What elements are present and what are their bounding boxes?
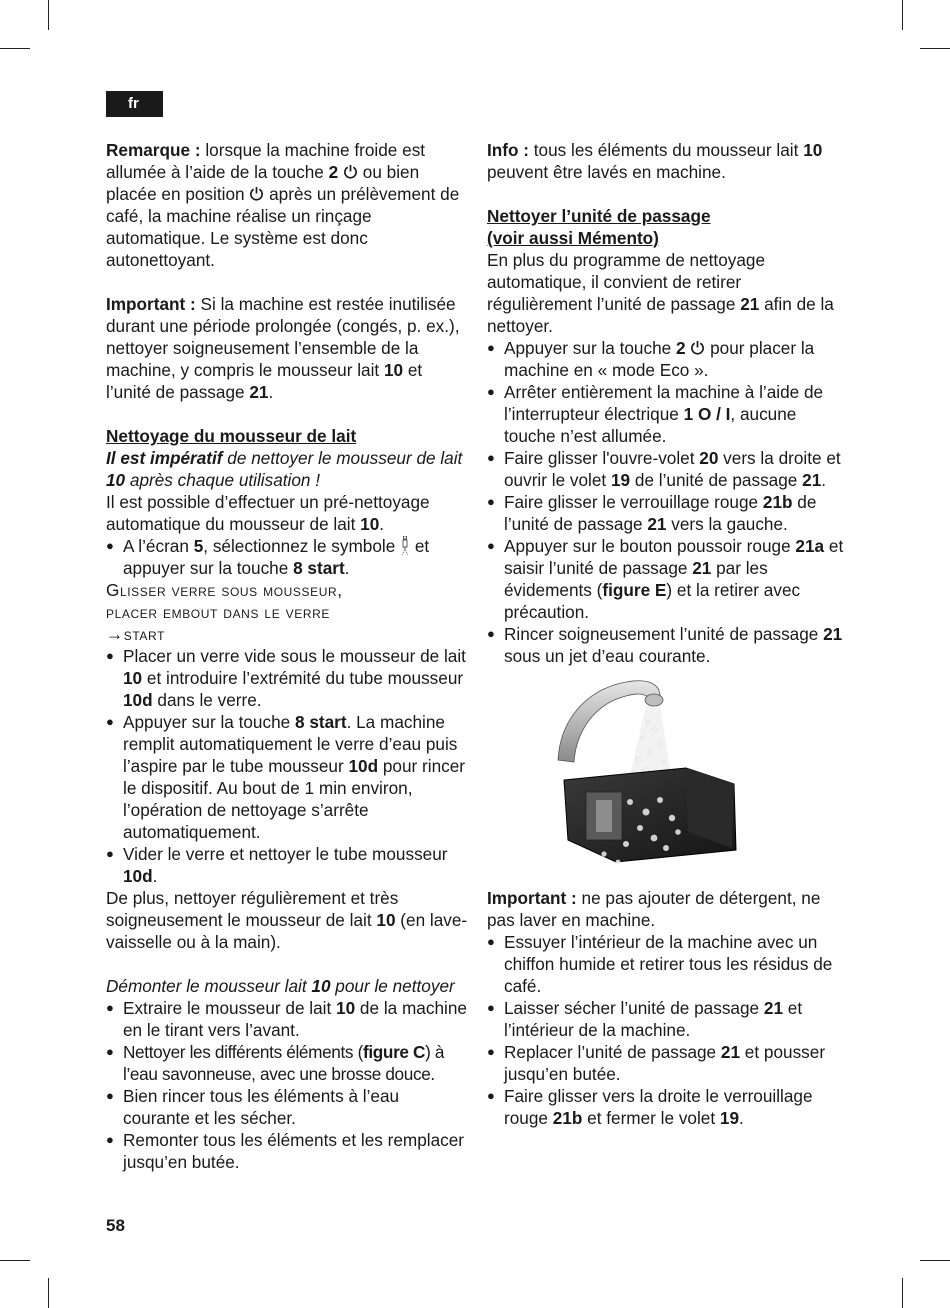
list-item [487,1041,847,1085]
list-item [106,1041,468,1085]
power-icon [249,186,264,201]
text: De plus, nettoyer régulièrement et très soigneusement le mousseur de lait [106,888,399,930]
text: Replacer l’unité de passage [504,1042,721,1062]
important-paragraph [106,293,468,403]
text: après chaque utilisation ! [125,470,321,490]
list-item [487,447,847,491]
paragraph [106,887,468,953]
text: et l’intérieur de la machine. [504,998,803,1040]
ref-number: 21 [692,558,712,578]
text: pour rincer le dispositif. Au bout de 1 min environ, l’opération de nettoyage s’arrête automatiquement. [123,756,466,842]
list-item [106,645,468,711]
text: et fermer le volet [582,1108,720,1128]
text: ) et la retirer avec précaution. [504,580,801,622]
text: de la machine en le tirant vers l’avant. [123,998,467,1040]
text: Si la machine est restée inutilisée durant une période prolongée (congés, p. ex.), nettoyer soigneusement l’ensemble de la machine, y compris le mousseur lait [106,294,460,380]
text: afin de la nettoyer. [487,294,834,336]
ref-number: 20 [699,448,719,468]
brewing-unit-rinse-illustration [556,672,746,870]
key-number: 2 [328,162,339,182]
text: ne pas ajouter de détergent, ne pas laver en machine. [487,888,821,930]
text: Démonter le mousseur lait [106,976,312,996]
text: ou bien placée en position [106,162,420,204]
crop-mark [48,0,49,30]
text: A l’écran [123,536,194,556]
text: et appuyer sur la touche [123,536,430,578]
section-heading: (voir aussi Mémento) [487,228,659,248]
remarque-paragraph [106,139,468,271]
text: . La machine remplit automatiquement le verre d’eau puis l’aspire par le tube mousseur [123,712,458,776]
text: Vider le verre et nettoyer le tube mousseur [123,844,448,864]
ref-number: 10 [360,514,380,534]
text: pour le nettoyer [330,976,455,996]
list-item [106,535,468,579]
ref-number: 21 [802,470,822,490]
text: Rincer soigneusement l’unité de passage [504,624,824,644]
section-heading: Nettoyage du mousseur de lait [106,426,357,446]
text: Appuyer sur le bouton poussoir rouge [504,536,796,556]
important-paragraph [487,887,847,931]
text: Extraire le mousseur de lait [123,998,337,1018]
text: par les évidements ( [504,558,768,600]
ref-number: 10 [383,360,404,380]
ref-number: 21 [740,294,760,314]
crop-mark [920,48,950,49]
text: Appuyer sur la touche [123,712,295,732]
list-item [487,491,847,535]
warning-text [106,447,468,491]
display-message: Glisser verre sous mousseur, [106,580,343,600]
text: . [379,514,385,534]
text: Arrêter entièrement la machine à l’aide de l’interrupteur électrique [504,382,824,424]
text: . [739,1108,744,1128]
text: et pousser jusqu’en butée. [504,1042,826,1084]
ref-number: 10 [376,910,396,930]
text: dans le verre. [152,690,262,710]
list-item [487,535,847,623]
right-column [487,139,847,667]
list-item [487,997,847,1041]
key-label: 8 start [293,558,345,578]
ref-number: 10d [123,690,153,710]
page-number: 58 [106,1216,125,1235]
text: Faire glisser vers la droite le verrouillage rouge [504,1086,813,1128]
text: . [268,382,274,402]
ref-number: 10 [336,998,356,1018]
milk-frother-icon [400,536,410,556]
text: Il est possible d’effectuer un pré-nettoyage automatique du mousseur de lait [106,492,430,534]
paragraph [106,491,468,535]
ref-number: 10d [348,756,379,776]
ref-number: 19 [719,1108,740,1128]
important-label: Important : [106,294,196,314]
text: pour placer la machine en « mode Eco ». [504,338,815,380]
section-heading: Nettoyer l’unité de passage [487,206,711,226]
key-label: 8 start [294,712,347,732]
crop-mark [0,48,30,49]
text: tous les éléments du mousseur lait [529,140,804,160]
list-item [487,381,847,447]
text: Faire glisser le verrouillage rouge [504,492,763,512]
text: et saisir l’unité de passage [504,536,844,578]
text: ) à l’eau savonneuse, avec une brosse douce. [123,1042,445,1084]
text: et l’unité de passage [106,360,423,402]
key-number: 2 [675,338,686,358]
text: vers la droite et ouvrir le volet [504,448,841,490]
ref-number: 21 [823,624,843,644]
ref-number: 21b [552,1108,583,1128]
text: de nettoyer le mousseur de lait [222,448,463,468]
ref-number: 21a [795,536,825,556]
text: et introduire l’extrémité du tube mousseur [142,668,464,688]
text: Faire glisser l'ouvre-volet [504,448,700,468]
text: Nettoyer les différents éléments ( [123,1042,363,1062]
ref-number: 10 [123,668,143,688]
text: Appuyer sur la touche [504,338,676,358]
ref-number: 21b [762,492,793,512]
list-item [106,843,468,887]
list-item: ● Remonter tous les éléments et les remplacer jusqu’en butée. [106,1129,468,1173]
list-item: ● Essuyer l’intérieur de la machine avec un chiffon humide et retirer tous les résidus de café. [487,931,847,997]
list-item: ● Bien rincer tous les éléments à l’eau courante et les sécher. [106,1085,468,1129]
list-item [487,623,847,667]
text: de l’unité de passage [630,470,803,490]
text: vers la gauche. [666,514,788,534]
ref-number: 21 [763,998,784,1018]
text: (en lave-vaisselle ou à la main). [106,910,468,952]
list-item [106,997,468,1041]
info-label: Info : [487,140,529,160]
figure-ref: figure C [362,1042,426,1062]
list-item [487,1085,847,1129]
subsection-heading [106,975,468,997]
ref-number: 5 [193,536,204,556]
crop-mark [902,1278,903,1308]
text: . [344,558,350,578]
text: En plus du programme de nettoyage automatique, il convient de retirer régulièrement l’unité de passage [487,250,766,314]
warning-emphasis: Il est impératif [106,448,223,468]
ref-number: 21 [249,382,269,402]
info-paragraph [487,139,847,183]
crop-mark [48,1278,49,1308]
right-column-lower [487,887,847,1129]
ref-number: 21 [720,1042,741,1062]
ref-number: 10 [106,470,126,490]
text: de l’unité de passage [504,492,817,534]
text: . [152,866,158,886]
text: Placer un verre vide sous le mousseur de lait [123,646,466,666]
text: après un prélèvement de café, la machine réalise un rinçage automatique. Le système est donc autonettoyant. [106,184,460,270]
text: sous un jet d’eau courante. [504,646,711,666]
ref-number: 10d [123,866,153,886]
ref-number: 19 [611,470,631,490]
ref-number: 10 [311,976,331,996]
crop-mark [0,1260,30,1261]
ref-number: 10 [803,140,823,160]
text: peuvent être lavés en machine. [487,162,726,182]
crop-mark [902,0,903,30]
text: lorsque la machine froide est allumée à l’aide de la touche [106,140,426,182]
list-item [106,711,468,843]
remarque-label: Remarque : [106,140,201,160]
power-icon [690,340,705,355]
display-message: placer embout dans le verre [106,602,331,622]
switch-label: 1 O / I [683,404,731,424]
display-message: →start [106,624,166,644]
language-tab: fr [106,91,163,117]
crop-mark [920,1260,950,1261]
figure-ref: figure E [602,580,667,600]
list-item [487,337,847,381]
paragraph [487,249,847,337]
important-label: Important : [487,888,577,908]
text: , aucune touche n’est allumée. [504,404,797,446]
ref-number: 21 [647,514,667,534]
text: . [821,470,827,490]
power-icon [343,164,358,179]
left-column [106,139,468,1173]
text: , sélectionnez le symbole [203,536,401,556]
text: Laisser sécher l’unité de passage [504,998,764,1018]
